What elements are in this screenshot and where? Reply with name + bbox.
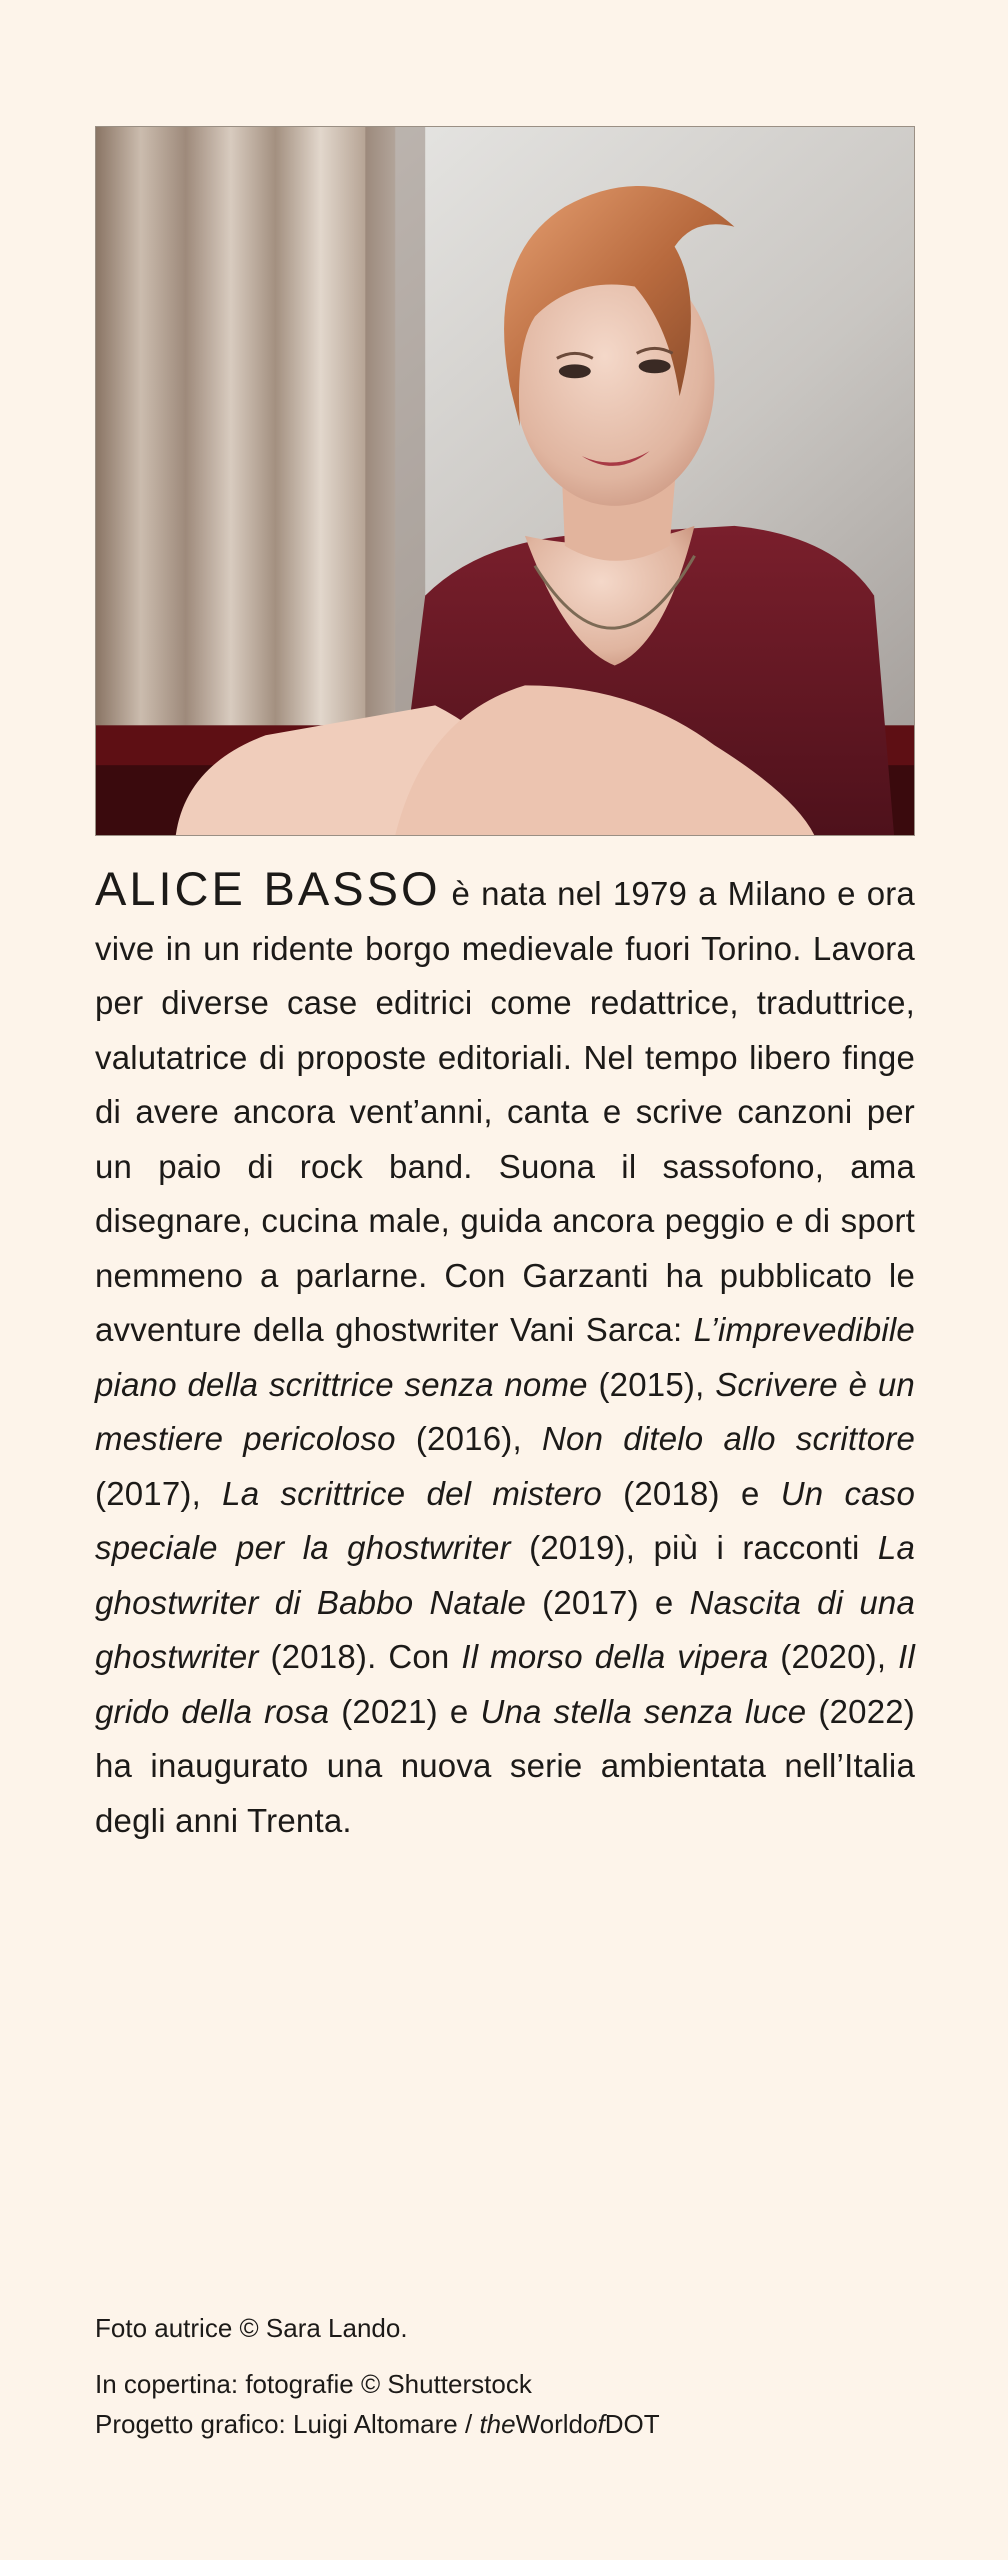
author-name: ALICE BASSO [95, 862, 441, 915]
bio-text: (2015), [587, 1365, 716, 1403]
book-title: Il grido della rosa [95, 1638, 916, 1730]
design-credit-of: of [583, 2409, 605, 2439]
book-title: Non ditelo allo scrittore [541, 1420, 915, 1457]
bio-text: (2021) e [329, 1692, 481, 1730]
design-credit-the: the [479, 2409, 516, 2439]
design-credit [95, 2404, 915, 2444]
book-title: Un caso speciale per la ghostwriter [95, 1474, 916, 1566]
bio-text: (2018) e [601, 1474, 781, 1512]
bio-text: (2017) e [526, 1583, 690, 1621]
design-credit-dot: DOT [604, 2409, 660, 2439]
book-title: Il morso della vipera [461, 1638, 769, 1675]
bio-text: (2019), più i racconti [510, 1529, 878, 1566]
book-title: L’imprevedibile piano della scrittrice senza nome [95, 1311, 915, 1403]
photo-credit: Foto autrice © Sara Lando. [95, 2313, 408, 2343]
author-photo [95, 126, 915, 836]
design-credit-prefix: Progetto grafico: Luigi Altomare / [95, 2409, 480, 2439]
book-title: La ghostwriter di Babbo Natale [95, 1529, 915, 1621]
design-credit-world: World [515, 2409, 584, 2439]
cover-credit: In copertina: fotografie © Shutterstock [95, 2369, 532, 2399]
author-portrait-illustration [96, 127, 914, 835]
cover-credits [95, 2364, 915, 2444]
bio-text: (2016), [395, 1420, 542, 1457]
book-title: La scrittrice del mistero [222, 1474, 602, 1512]
book-title: Scrivere è un mestiere pericoloso [95, 1365, 915, 1457]
book-title: Nascita di una ghostwriter [95, 1583, 916, 1675]
bio-text: (2017), [95, 1474, 223, 1512]
book-title: Una stella senza luce [480, 1692, 807, 1730]
bio-text: è nata nel 1979 a Milano e ora vive in un ridente borgo medievale fuori Torino. Lavora per diverse case editrici come redattrice, traduttrice, valutatrice di proposte editoriali. Nel tempo libero finge di avere ancora vent’anni, canta e scrive canzoni per un paio di rock band. Suona il sassofono, ama disegnare, cucina male, guida ancora peggio e di sport nemmeno a parlarne. Con Garzanti ha pubblicato le avventure della ghostwriter Vani Sarca: [95, 875, 915, 1348]
author-biography [95, 862, 915, 1848]
bio-text: (2018). Con [258, 1638, 462, 1675]
bio-text: (2022) ha inaugurato una nuova serie ambientata nell’Italia degli anni Trenta. [95, 1692, 915, 1839]
bio-text: (2020), [768, 1638, 899, 1675]
